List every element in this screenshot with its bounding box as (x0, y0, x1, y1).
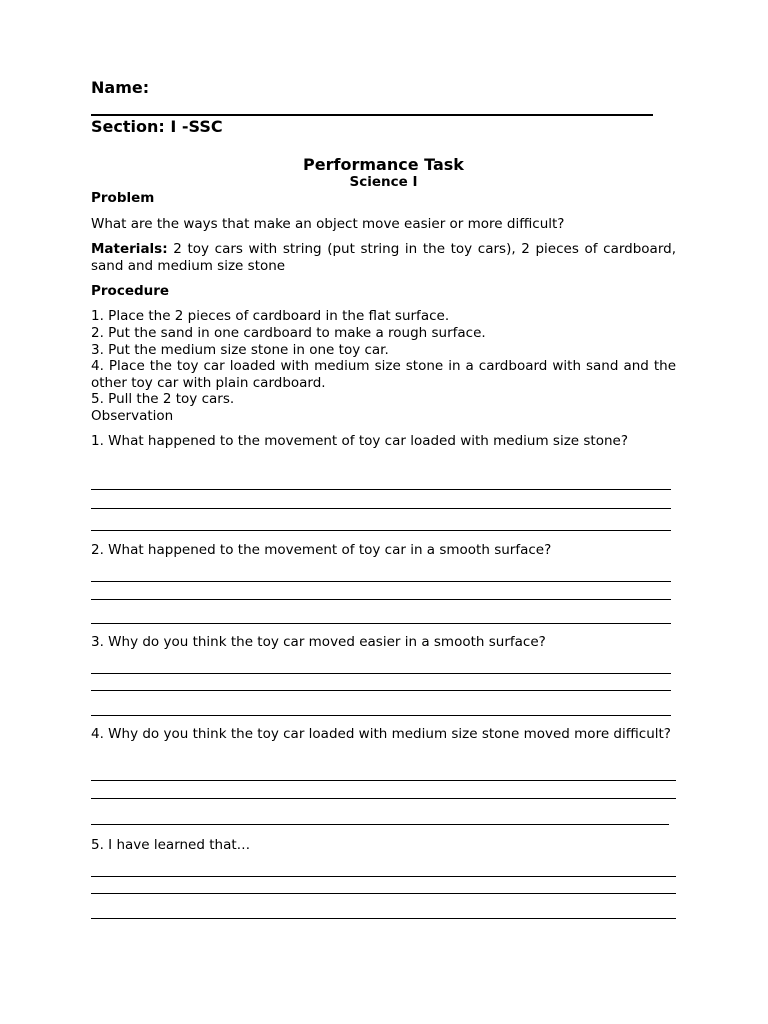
problem-text: What are the ways that make an object move easier or more difficult? (91, 216, 565, 232)
answer-line[interactable] (91, 893, 676, 894)
procedure-step: 3. Put the medium size stone in one toy car. (91, 342, 389, 358)
procedure-step: 4. Place the toy car loaded with medium size stone in a cardboard with sand and the other toy car with plain cardboard. (91, 358, 676, 391)
procedure-step: 5. Pull the 2 toy cars. (91, 391, 235, 407)
question-3: 3. Why do you think the toy car moved easier in a smooth surface? (91, 634, 546, 650)
materials-text: 2 toy cars with string (put string in the toy cars), 2 pieces of cardboard, sand and medium size stone (91, 241, 676, 274)
answer-line[interactable] (91, 824, 669, 825)
answer-line[interactable] (91, 623, 671, 624)
answer-line[interactable] (91, 715, 671, 716)
name-line[interactable] (91, 114, 653, 116)
answer-line[interactable] (91, 508, 671, 509)
answer-line[interactable] (91, 673, 671, 674)
page-title: Performance Task (303, 155, 464, 174)
page-subtitle: Science I (349, 174, 418, 190)
answer-line[interactable] (91, 530, 671, 531)
answer-line[interactable] (91, 876, 676, 877)
procedure-step: 1. Place the 2 pieces of cardboard in the flat surface. (91, 308, 450, 324)
answer-line[interactable] (91, 489, 671, 490)
procedure-step: 2. Put the sand in one cardboard to make a rough surface. (91, 325, 486, 341)
answer-line[interactable] (91, 690, 671, 691)
question-1: 1. What happened to the movement of toy car loaded with medium size stone? (91, 433, 629, 449)
answer-line[interactable] (91, 918, 676, 919)
name-label: Name: (91, 78, 150, 97)
question-5: 5. I have learned that… (91, 837, 251, 853)
answer-line[interactable] (91, 581, 671, 582)
procedure-heading: Procedure (91, 283, 170, 299)
answer-line[interactable] (91, 599, 671, 600)
answer-line[interactable] (91, 798, 676, 799)
question-4: 4. Why do you think the toy car loaded with medium size stone moved more difficult? (91, 726, 671, 742)
observation-heading: Observation (91, 408, 174, 424)
section-label: Section: I -SSC (91, 117, 223, 136)
question-2: 2. What happened to the movement of toy car in a smooth surface? (91, 542, 552, 558)
materials-label: Materials: (91, 241, 168, 257)
answer-line[interactable] (91, 780, 676, 781)
materials-paragraph (91, 241, 676, 275)
problem-heading: Problem (91, 190, 155, 206)
